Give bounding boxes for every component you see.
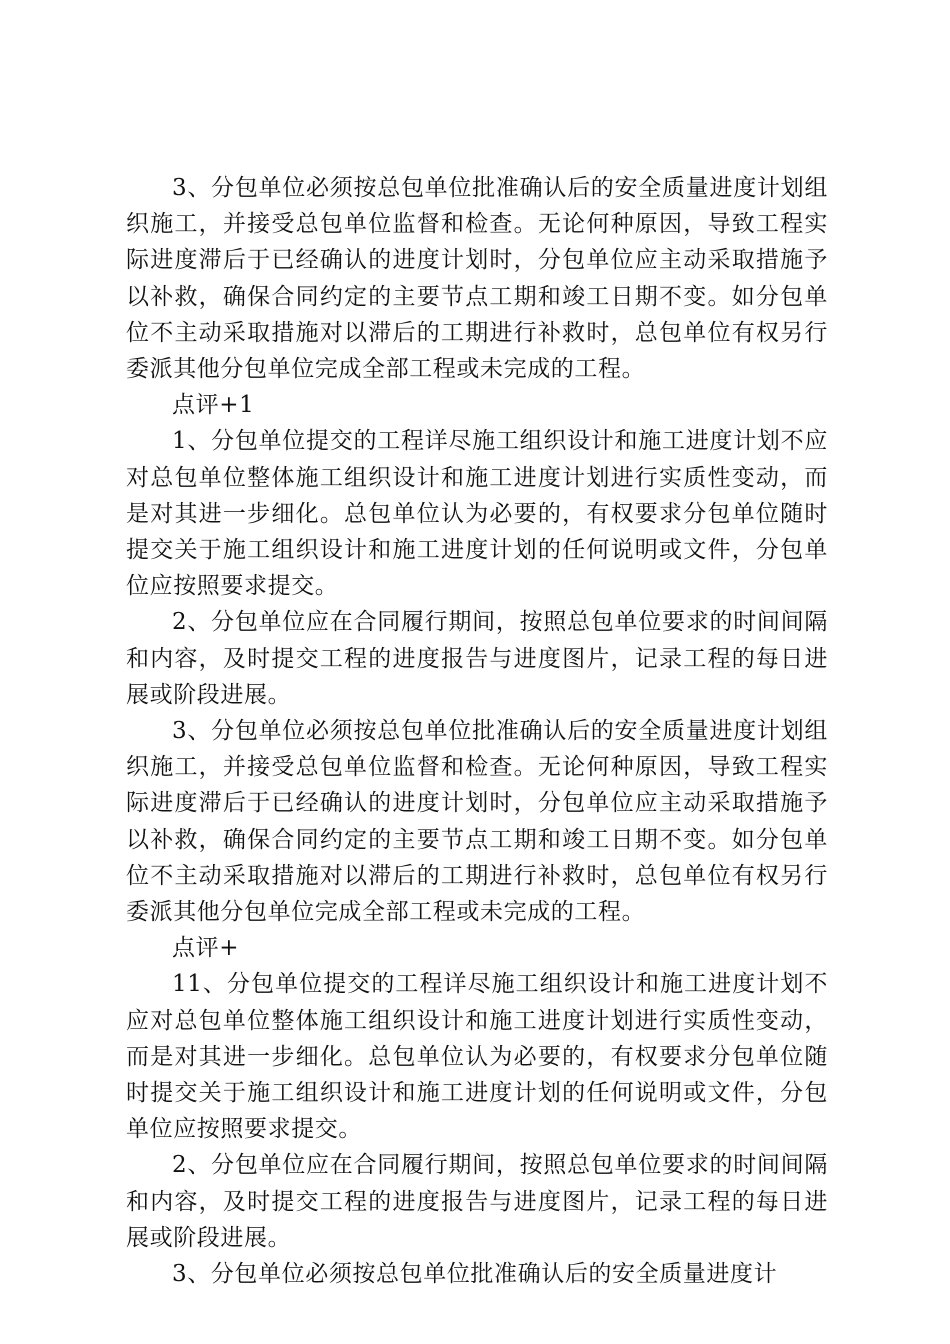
section-heading-comment-1: 点评+1 bbox=[172, 392, 255, 419]
paragraph-clause-2: 2、分包单位应在合同履行期间，按照总包单位要求的时间间隔和内容，及时提交工程的进度报告与进度图片，记录工程的每日进展或阶段进展。 bbox=[126, 609, 828, 708]
paragraph-clause-3: 3、分包单位必须按总包单位批准确认后的安全质量进度计划组织施工，并接受总包单位监督和检查。无论何种原因，导致工程实际进度滞后于已经确认的进度计划时，分包单位应主动采取措施予以补救，确保合同约定的主要节点工期和竣工日期不变。如分包单位不主动采取措施对以滞后的工期进行补救时，总包单位有权另行委派其他分包单位完成全部工程或未完成的工程。 bbox=[126, 175, 828, 383]
paragraph-clause-3-repeat: 3、分包单位必须按总包单位批准确认后的安全质量进度计划组织施工，并接受总包单位监督和检查。无论何种原因，导致工程实际进度滞后于已经确认的进度计划时，分包单位应主动采取措施予以补救，确保合同约定的主要节点工期和竣工日期不变。如分包单位不主动采取措施对以滞后的工期进行补救时，总包单位有权另行委派其他分包单位完成全部工程或未完成的工程。 bbox=[126, 718, 828, 926]
paragraph-clause-2-repeat: 2、分包单位应在合同履行期间，按照总包单位要求的时间间隔和内容，及时提交工程的进度报告与进度图片，记录工程的每日进展或阶段进展。 bbox=[126, 1152, 828, 1251]
paragraph-clause-3-partial: 3、分包单位必须按总包单位批准确认后的安全质量进度计 bbox=[172, 1261, 778, 1288]
document-page bbox=[126, 170, 828, 1292]
paragraph-clause-1: 1、分包单位提交的工程详尽施工组织设计和施工进度计划不应对总包单位整体施工组织设计和施工进度计划进行实质性变动，而是对其进一步细化。总包单位认为必要的，有权要求分包单位随时提交关于施工组织设计和施工进度计划的任何说明或文件，分包单位应按照要求提交。 bbox=[126, 428, 828, 600]
paragraph-clause-11: 11、分包单位提交的工程详尽施工组织设计和施工进度计划不应对总包单位整体施工组织设计和施工进度计划进行实质性变动，而是对其进一步细化。总包单位认为必要的，有权要求分包单位随时提交关于施工组织设计和施工进度计划的任何说明或文件，分包单位应按照要求提交。 bbox=[126, 971, 828, 1143]
section-heading-comment-2: 点评+ bbox=[172, 935, 240, 962]
